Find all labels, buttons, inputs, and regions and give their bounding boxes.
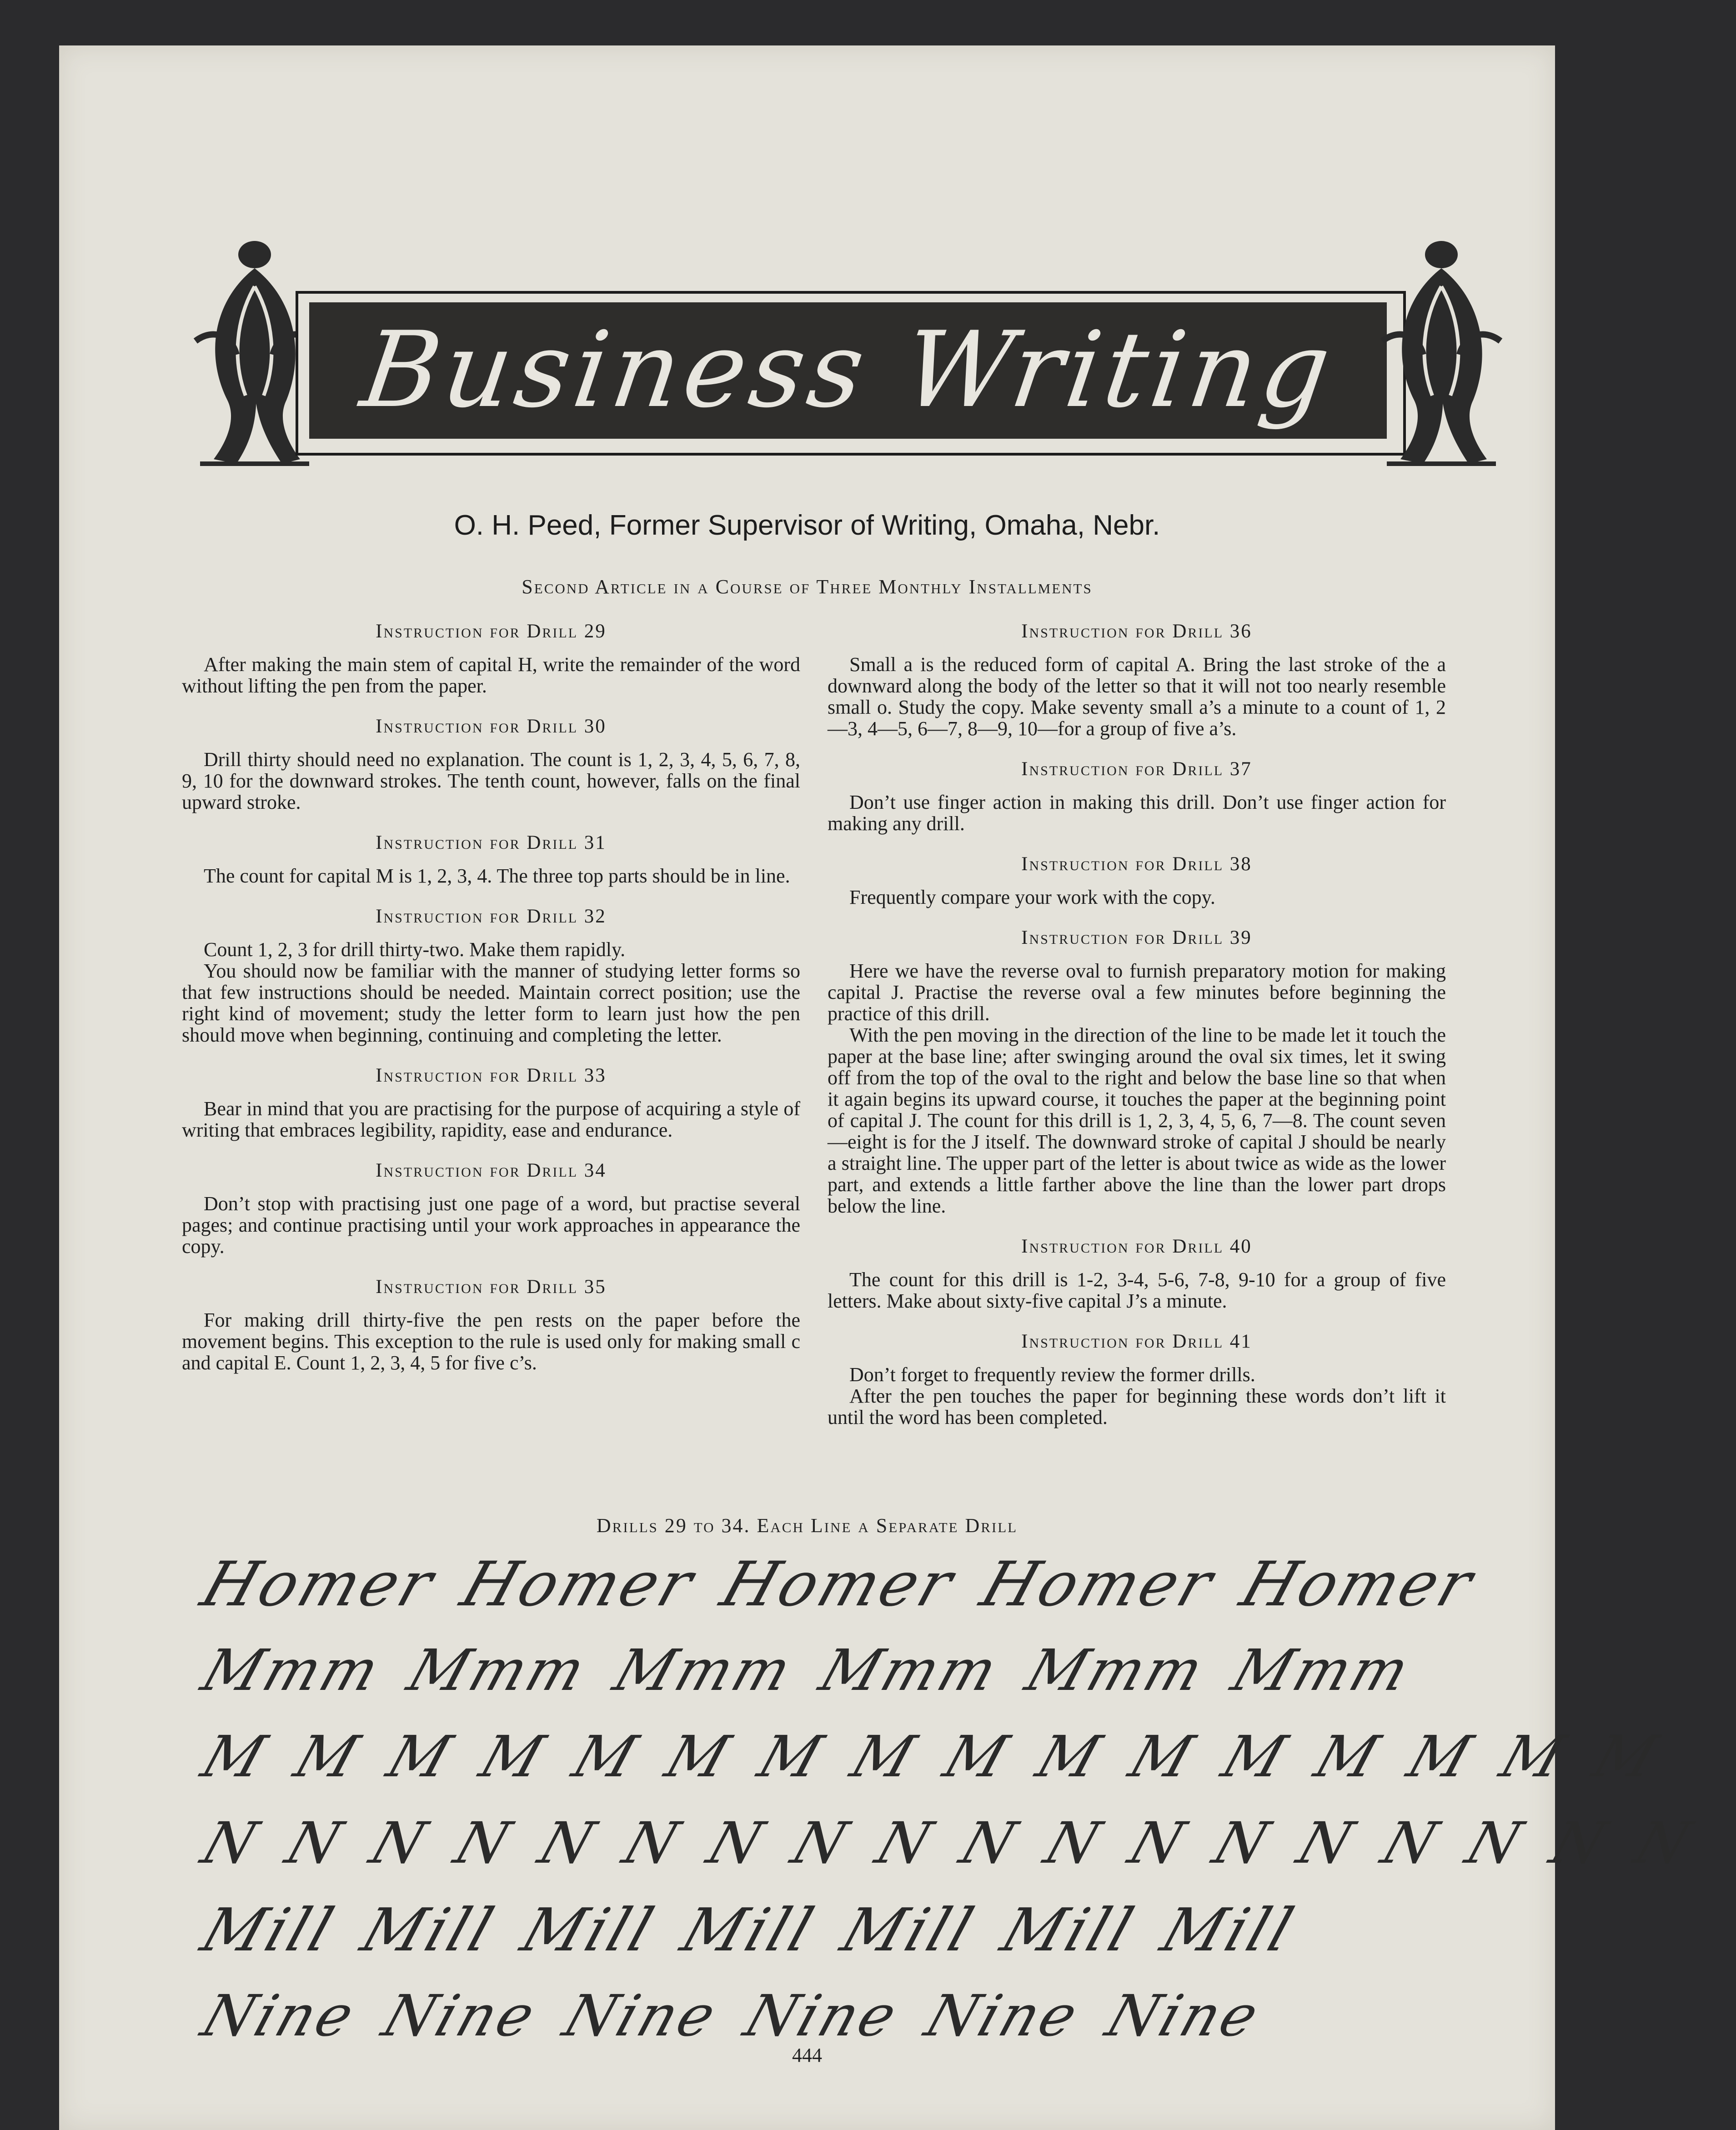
instruction-section: [182, 716, 800, 813]
section-heading: Instruction for Drill 33: [376, 1065, 607, 1086]
drill-word: M: [565, 1724, 647, 1790]
drill-word: M: [750, 1724, 833, 1790]
drill-word: M: [1492, 1724, 1575, 1790]
instruction-section: [182, 621, 800, 697]
section-heading: Instruction for Drill 40: [1021, 1236, 1252, 1257]
drill-word: N: [278, 1810, 352, 1876]
section-paragraph: Drill thirty should need no explanation. The count is 1, 2, 3, 4, 5, 6, 7, 8, 9, 10 for the downward strokes. The tenth count, however, falls on the final upward stroke.: [182, 748, 800, 813]
instruction-section: [182, 1065, 800, 1141]
drill-word: N: [868, 1810, 943, 1876]
drill-word: N: [1037, 1810, 1111, 1876]
drill-line: [191, 1541, 1484, 1628]
drill-word: M: [936, 1724, 1019, 1790]
drill-word: N: [615, 1810, 689, 1876]
section-heading: Instruction for Drill 37: [1021, 758, 1252, 780]
section-heading: Instruction for Drill 29: [376, 621, 607, 642]
section-paragraph: Count 1, 2, 3 for drill thirty-two. Make them rapidly.: [204, 938, 626, 961]
section-paragraph: Here we have the reverse oval to furnish preparatory motion for making capital J. Practise the reverse oval a few minutes before beginning the practice of this drill.: [828, 960, 1446, 1025]
drill-word: N: [531, 1810, 605, 1876]
drill-word: Nine: [375, 1983, 546, 2049]
drill-word: N: [699, 1810, 774, 1876]
drill-word: M: [379, 1724, 462, 1790]
drill-word: Nine: [1098, 1983, 1269, 2049]
drill-word: Homer: [193, 1549, 445, 1620]
drill-word: M: [1214, 1724, 1297, 1790]
section-heading: Instruction for Drill 32: [376, 906, 607, 927]
floral-ornament-icon: [1373, 236, 1510, 473]
drill-word: M: [843, 1724, 926, 1790]
drill-word: Mill: [513, 1895, 664, 1965]
section-paragraph: Don’t stop with practising just one page of a word, but practise several pages; and continue practising until your work approaches in appearance the copy.: [182, 1193, 800, 1258]
section-heading: Instruction for Drill 31: [376, 832, 607, 853]
section-paragraph: Don’t use finger action in making this drill. Don’t use finger action for making any drill.: [828, 791, 1446, 835]
drill-word: N: [1374, 1810, 1448, 1876]
drill-word: M: [286, 1724, 369, 1790]
drill-word: M: [657, 1724, 740, 1790]
drill-word: N: [1626, 1810, 1701, 1876]
drill-word: N: [194, 1810, 268, 1876]
byline: O. H. Peed, Former Supervisor of Writing, Omaha, Nebr.: [454, 510, 1160, 541]
drill-word: Mill: [833, 1895, 984, 1965]
drill-samples: [193, 1541, 1701, 2060]
drill-line: [191, 1714, 1668, 1800]
section-paragraph: After the pen touches the paper for beginning these words don’t lift it until the word has been completed.: [828, 1385, 1446, 1428]
section-paragraph: Small a is the reduced form of capital A. Bring the last stroke of the a downward along the body of the letter so that it will not too nearly resemble small o. Study the copy. Make seventy small a’s a minute to a count of 1, 2—3, 4—5, 6—7, 8—9, 10—for a group of five a’s.: [828, 653, 1446, 740]
drill-word: Homer: [453, 1549, 704, 1620]
drill-line: [191, 1800, 1701, 1887]
right-column: [828, 621, 1446, 1447]
section-paragraph: For making drill thirty-five the pen rests on the paper before the movement begins. This exception to the rule is used only for making small c and capital E. Count 1, 2, 3, 4, 5 for five c’s.: [182, 1309, 800, 1374]
section-heading: Instruction for Drill 35: [376, 1276, 607, 1298]
drill-word: Mmm: [1224, 1638, 1420, 1704]
drill-word: Mill: [1153, 1895, 1304, 1965]
drill-word: M: [1121, 1724, 1204, 1790]
drill-word: M: [472, 1724, 555, 1790]
drill-word: Mill: [353, 1895, 504, 1965]
drill-word: M: [1585, 1724, 1668, 1790]
instruction-section: [182, 906, 800, 1046]
drill-word: N: [952, 1810, 1027, 1876]
section-paragraph: The count for capital M is 1, 2, 3, 4. The three top parts should be in line.: [204, 865, 790, 887]
left-column: [182, 621, 800, 1393]
drill-word: M: [1029, 1724, 1111, 1790]
drill-word: M: [1400, 1724, 1482, 1790]
drill-word: Mill: [993, 1895, 1144, 1965]
drills-caption: Drills 29 to 34. Each Line a Separate Drill: [596, 1514, 1018, 1537]
section-paragraph: Frequently compare your work with the copy.: [849, 886, 1215, 908]
drill-word: Homer: [1232, 1549, 1484, 1620]
instruction-section: [182, 1276, 800, 1373]
section-heading: Instruction for Drill 30: [376, 716, 607, 737]
instruction-section: [182, 832, 800, 887]
page-number: 444: [792, 2044, 822, 2066]
drill-word: N: [1458, 1810, 1532, 1876]
drill-word: Mmm: [194, 1638, 390, 1704]
section-paragraph: The count for this drill is 1-2, 3-4, 5-6, 7-8, 9-10 for a group of five letters. Make about sixty-five capital J’s a minute.: [828, 1268, 1446, 1312]
drill-word: Nine: [194, 1983, 365, 2049]
instruction-section: [182, 1160, 800, 1257]
instruction-section: [828, 927, 1446, 1217]
drill-word: Mmm: [400, 1638, 596, 1704]
section-paragraph: With the pen moving in the direction of the line to be made let it touch the paper at the base line; after swinging around the oval six times, let it swing off from the top of the oval to the right and below the base line so that when it again begins its upward course, it touches the paper at the beginning point of capital J. The count for this drill is 1, 2, 3, 4, 5, 6, 7—8. The count seven—eight is for the J itself. The downward stroke of capital J should be nearly a straight line. The upper part of the letter is about twice as wide as the lower part, and extends a little farther above the line than the lower part drops below the line.: [828, 1024, 1446, 1217]
drill-line: [191, 1628, 1469, 1714]
instruction-section: [828, 1331, 1446, 1428]
drill-word: N: [1205, 1810, 1279, 1876]
instruction-section: [828, 1236, 1446, 1312]
drill-word: Homer: [973, 1549, 1224, 1620]
section-paragraph: After making the main stem of capital H, write the remainder of the word without lifting the pen from the paper.: [182, 653, 800, 697]
drill-word: Nine: [737, 1983, 908, 2049]
drill-word: N: [1121, 1810, 1195, 1876]
drill-word: Mmm: [606, 1638, 802, 1704]
drill-word: Nine: [917, 1983, 1088, 2049]
section-heading: Instruction for Drill 36: [1021, 621, 1252, 642]
drill-word: N: [784, 1810, 858, 1876]
drill-word: Mmm: [812, 1638, 1008, 1704]
instruction-section: [828, 621, 1446, 739]
drill-word: N: [1289, 1810, 1364, 1876]
drill-word: N: [1542, 1810, 1617, 1876]
section-heading: Instruction for Drill 34: [376, 1160, 607, 1181]
drill-word: N: [362, 1810, 437, 1876]
section-paragraph: Bear in mind that you are practising for the purpose of acquiring a style of writing that embraces legibility, rapidity, ease and endurance.: [182, 1098, 800, 1141]
drill-word: M: [1307, 1724, 1390, 1790]
drill-word: Mill: [673, 1895, 824, 1965]
drill-word: Homer: [712, 1549, 964, 1620]
page: [59, 45, 1701, 2130]
banner-title: Business Writing: [354, 310, 1342, 431]
drill-line: [191, 1887, 1469, 1973]
title-banner: [186, 236, 1510, 491]
section-heading: Instruction for Drill 41: [1021, 1331, 1252, 1352]
drill-word: N: [447, 1810, 521, 1876]
instruction-section: [828, 853, 1446, 908]
drill-word: Nine: [556, 1983, 727, 2049]
series-subtitle: Second Article in a Course of Three Monthly Installments: [522, 576, 1093, 598]
drill-word: Mmm: [1018, 1638, 1214, 1704]
drill-word: Mill: [193, 1895, 344, 1965]
instruction-section: [828, 758, 1446, 834]
section-heading: Instruction for Drill 39: [1021, 927, 1252, 948]
section-paragraph: Don’t forget to frequently review the former drills.: [849, 1363, 1255, 1386]
section-heading: Instruction for Drill 38: [1021, 853, 1252, 875]
drill-word: M: [194, 1724, 276, 1790]
section-paragraph: You should now be familiar with the manner of studying letter forms so that few instructions should be needed. Maintain correct position; use the right kind of movement; study the letter form to learn just how the pen should move when beginning, continuing and completing the letter.: [182, 960, 800, 1046]
